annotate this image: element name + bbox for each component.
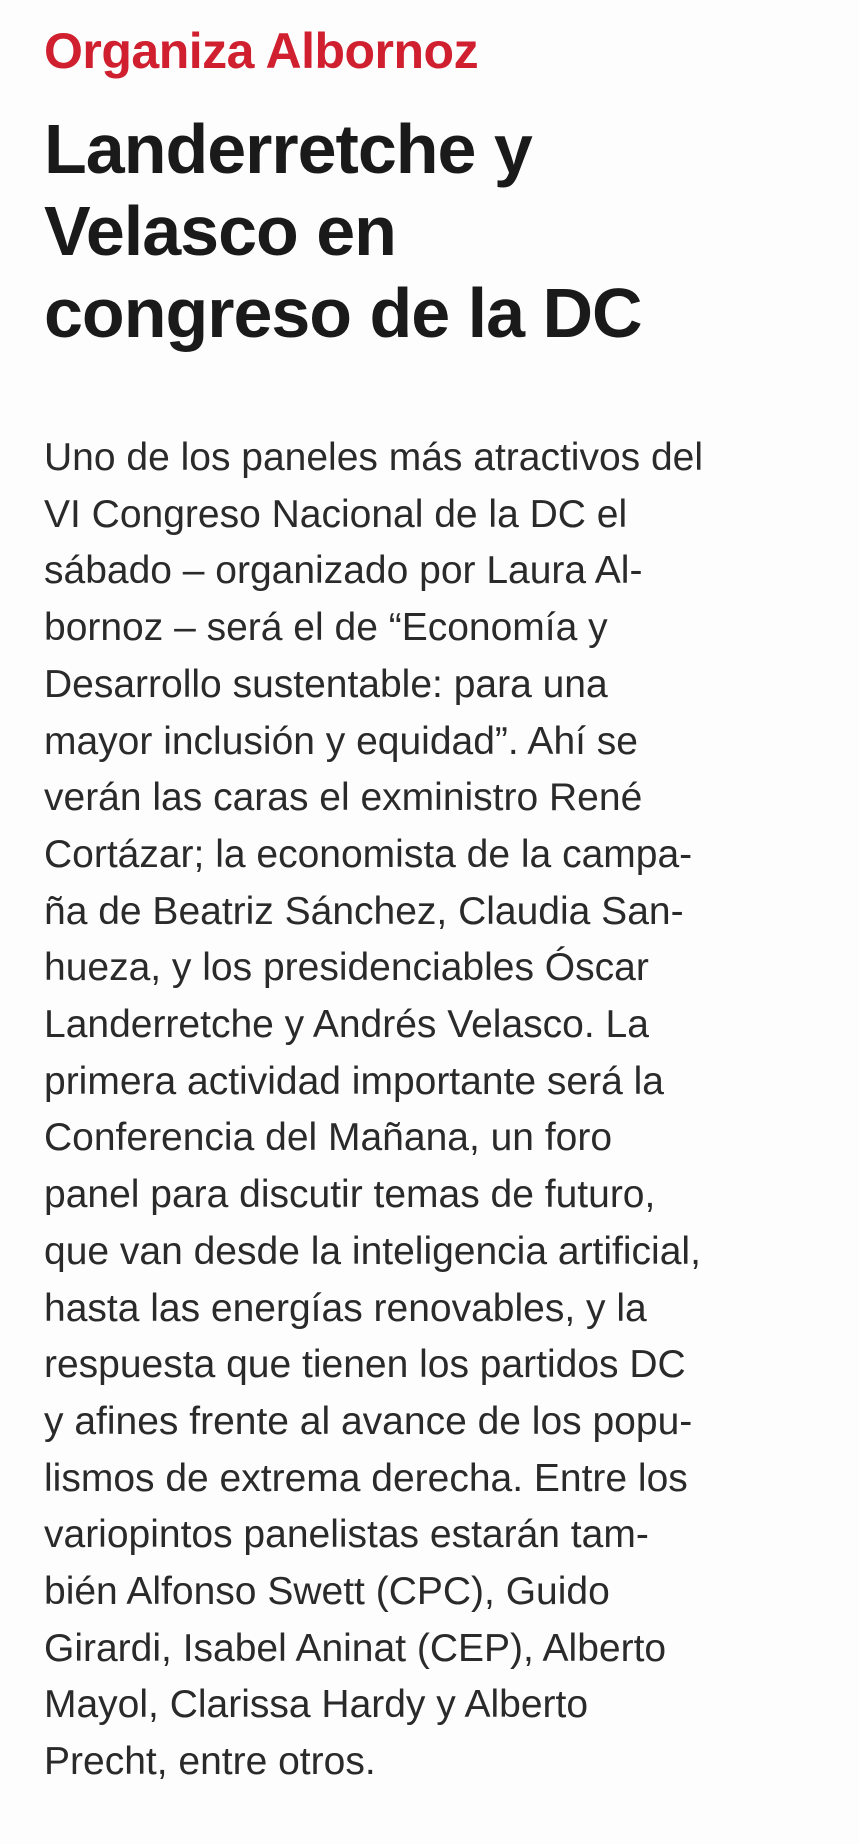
body-line: que van desde la inteligencia artificial, (44, 1229, 701, 1273)
body-line: bién Alfonso Swett (CPC), Guido (44, 1570, 610, 1614)
body-line: VI Congreso Nacional de la DC el (44, 492, 628, 536)
headline-line: Velasco en (44, 192, 396, 270)
body-line: Landerretche y Andrés Velasco. La (44, 1003, 649, 1047)
article-body (44, 430, 834, 1791)
body-line: verán las caras el exministro René (44, 776, 643, 820)
headline-line: congreso de la DC (44, 274, 642, 352)
body-line: hueza, y los presidenciables Óscar (44, 946, 649, 990)
body-line: Mayol, Clarissa Hardy y Alberto (44, 1683, 589, 1727)
body-line: primera actividad importante será la (44, 1059, 664, 1103)
body-line: panel para discutir temas de futuro, (44, 1173, 656, 1217)
body-line: Cortázar; la economista de la campa- (44, 832, 693, 876)
article-headline (44, 108, 642, 354)
body-line: respuesta que tienen los partidos DC (44, 1343, 686, 1387)
body-line: Conferencia del Mañana, un foro (44, 1116, 613, 1160)
body-line: Girardi, Isabel Aninat (CEP), Alberto (44, 1626, 667, 1670)
body-line: hasta las energías renovables, y la (44, 1286, 647, 1330)
body-line: Desarrollo sustentable: para una (44, 662, 608, 706)
body-line: Uno de los paneles más atractivos del (44, 436, 704, 479)
body-line: mayor inclusión y equidad”. Ahí se (44, 719, 638, 763)
body-line: lismos de extrema derecha. Entre los (44, 1456, 688, 1500)
body-line: bornoz – será el de “Economía y (44, 606, 608, 650)
headline-line: Landerretche y (44, 110, 532, 188)
body-line: ña de Beatriz Sánchez, Claudia San- (44, 889, 684, 933)
body-line: y afines frente al avance de los popu- (44, 1399, 693, 1443)
article-kicker: Organiza Albornoz (44, 23, 479, 79)
body-line: Precht, entre otros. (44, 1740, 376, 1784)
body-line: sábado – organizado por Laura Al- (44, 549, 643, 593)
body-line: variopintos panelistas estarán tam- (44, 1513, 649, 1557)
